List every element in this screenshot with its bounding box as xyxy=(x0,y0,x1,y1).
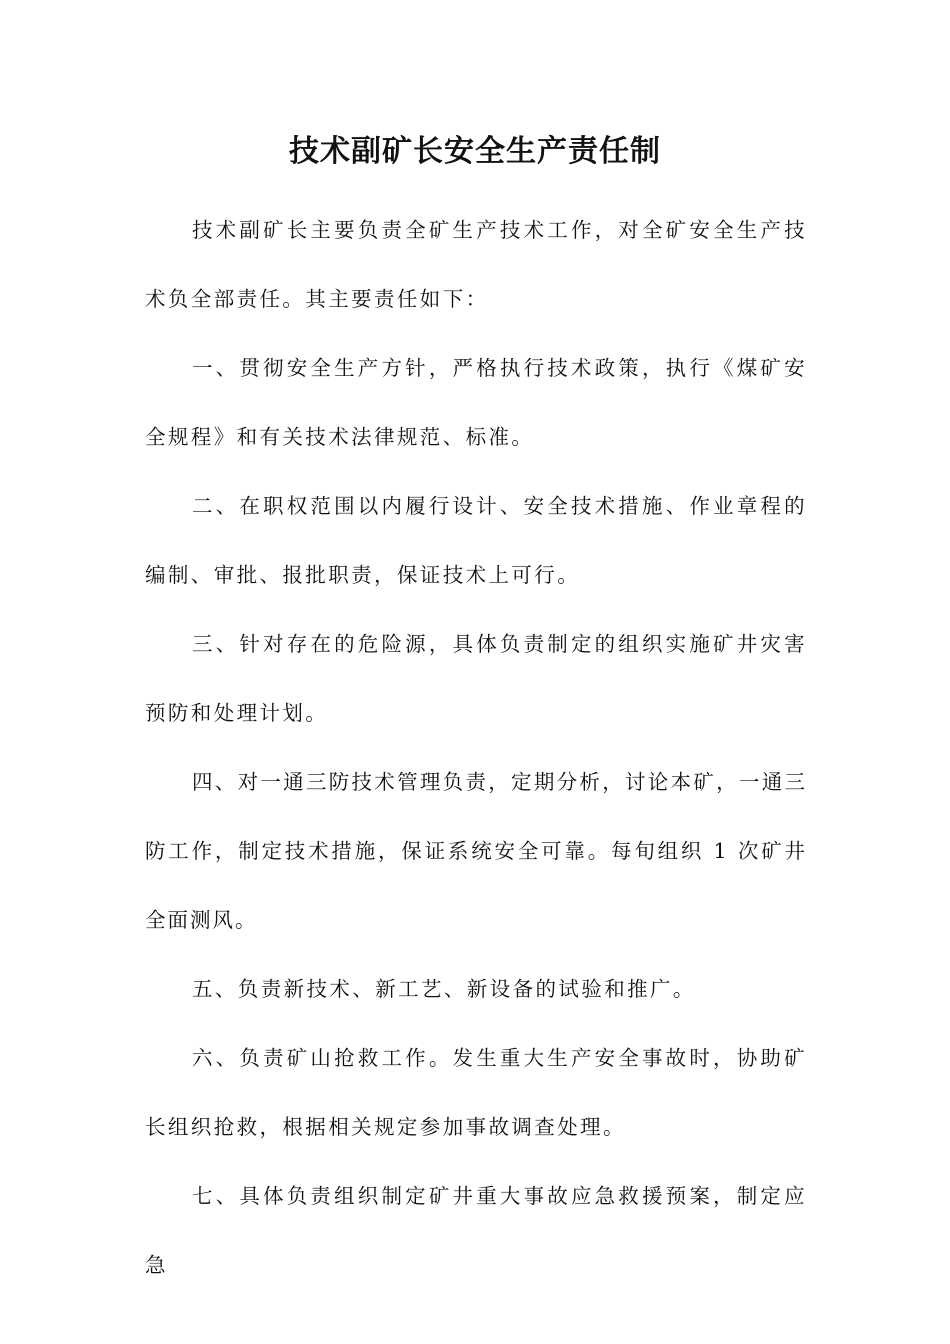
paragraph-intro: 技术副矿长主要负责全矿生产技术工作，对全矿安全生产技术负全部责任。其主要责任如下： xyxy=(145,218,807,311)
paragraph-item-4: 四、对一通三防技术管理负责，定期分析，讨论本矿，一通三防工作，制定技术措施，保证系统安全可靠。每旬组织 1 次矿井全面测风。 xyxy=(145,770,807,932)
paragraph-item-2: 二、在职权范围以内履行设计、安全技术措施、作业章程的编制、审批、报批职责，保证技术上可行。 xyxy=(145,494,807,587)
paragraph-item-1: 一、贯彻安全生产方针，严格执行技术政策，执行《煤矿安全规程》和有关技术法律规范、标准。 xyxy=(145,356,807,449)
paragraph-item-5: 五、负责新技术、新工艺、新设备的试验和推广。 xyxy=(192,977,696,1001)
paragraph-item-7: 七、具体负责组织制定矿井重大事故应急救援预案，制定应急 xyxy=(145,1184,807,1277)
paragraph-item-3: 三、针对存在的危险源，具体负责制定的组织实施矿井灾害预防和处理计划。 xyxy=(145,632,807,725)
document-title: 技术副矿长安全生产责任制 xyxy=(289,134,661,169)
document-body xyxy=(145,196,807,1300)
paragraph-item-6: 六、负责矿山抢救工作。发生重大生产安全事故时，协助矿长组织抢救，根据相关规定参加事故调查处理。 xyxy=(145,1046,807,1139)
